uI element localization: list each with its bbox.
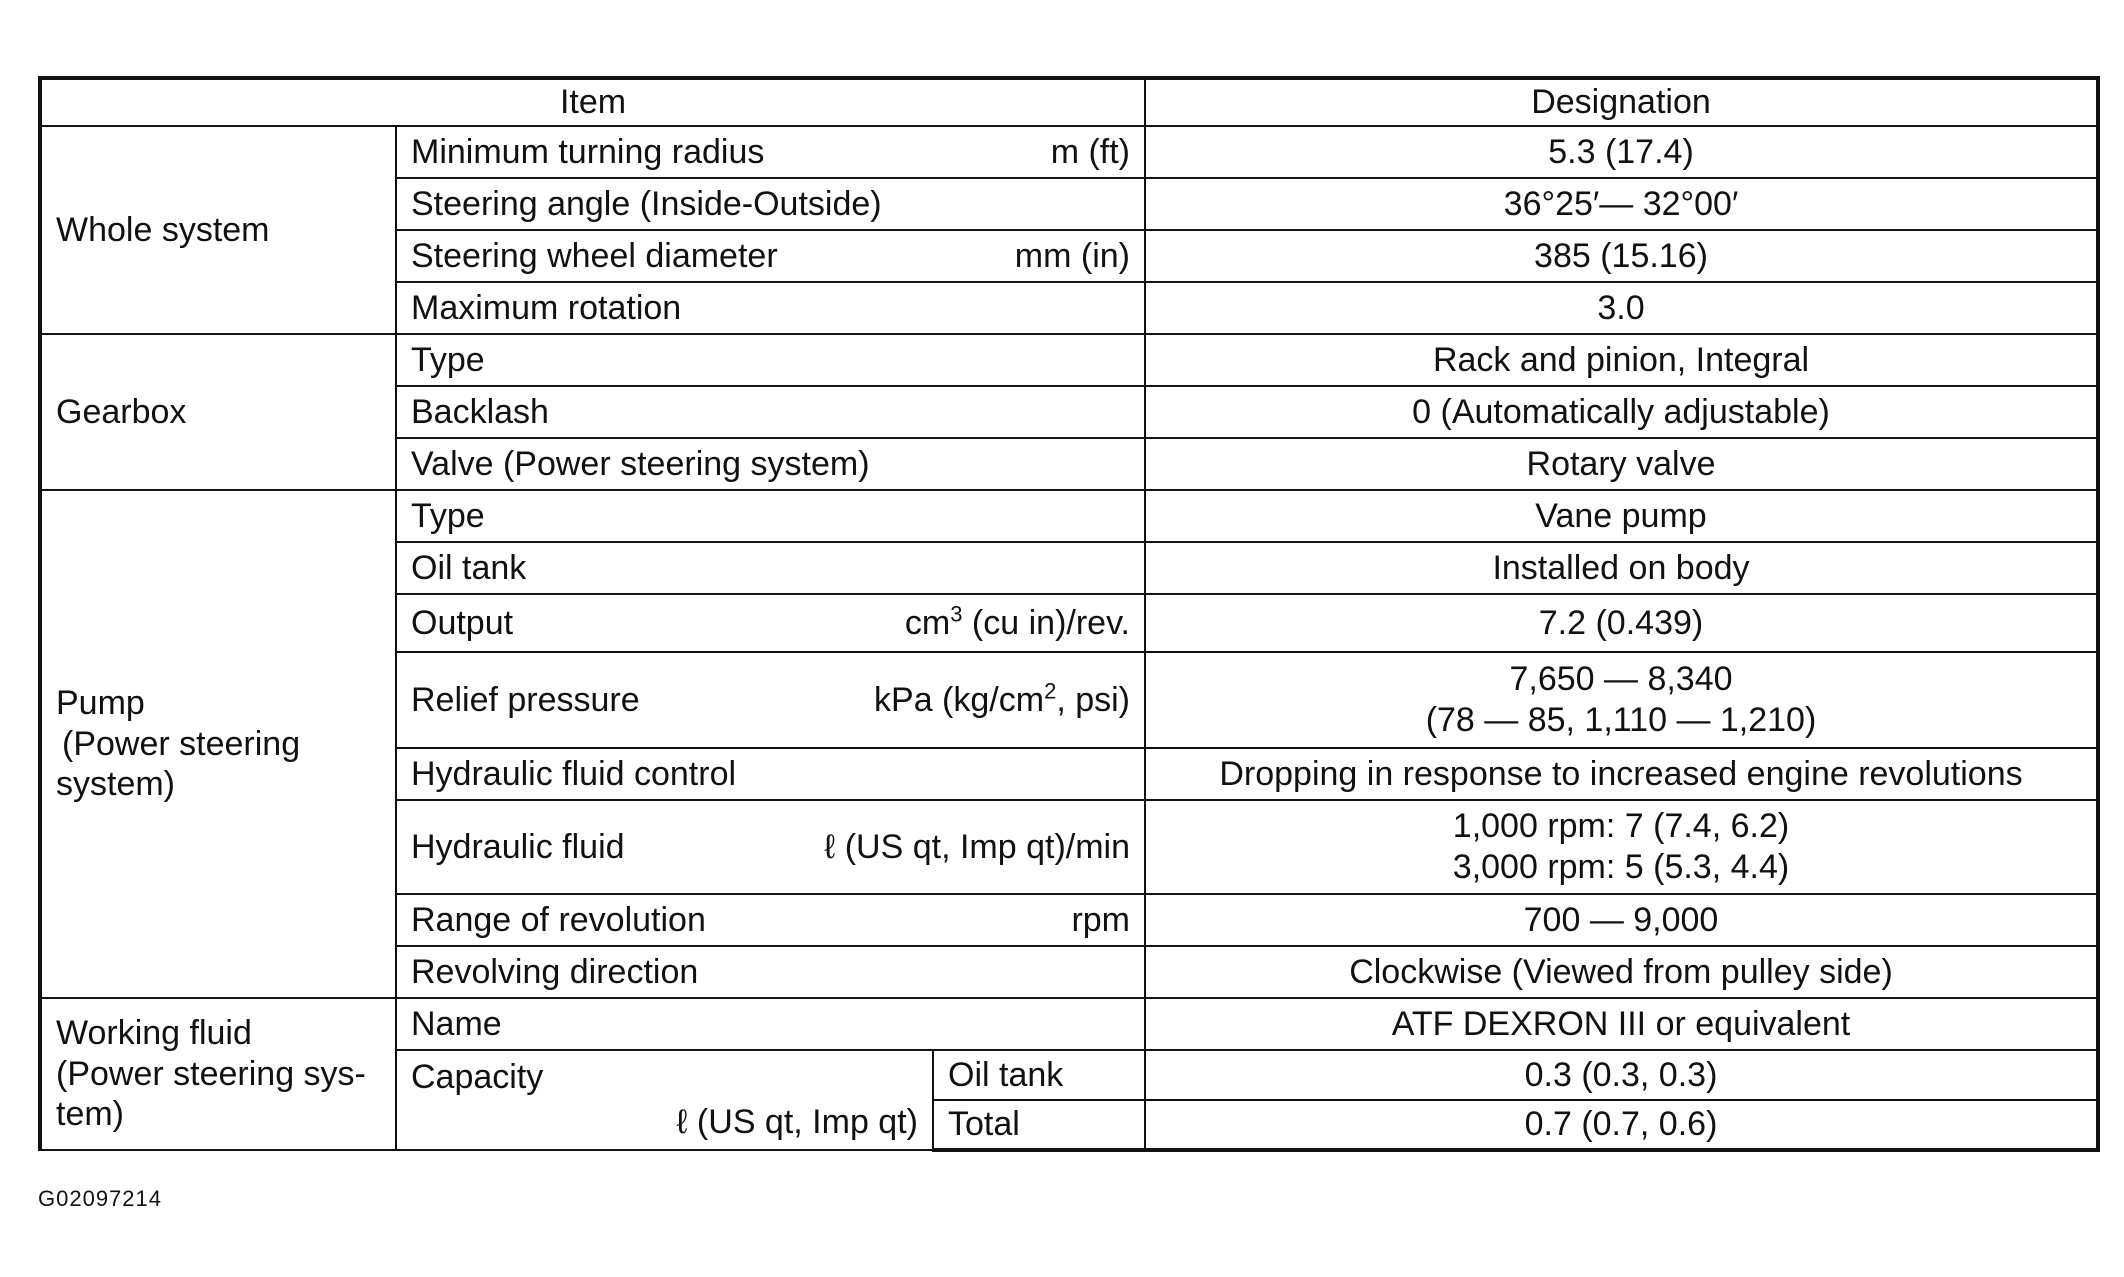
table-row bbox=[40, 490, 2098, 542]
item-unit: mm (in) bbox=[1014, 236, 1130, 275]
group-working-fluid-line: Working fluid bbox=[56, 1013, 252, 1052]
designation-value bbox=[1145, 800, 2098, 894]
designation-value: 36°25′— 32°00′ bbox=[1145, 178, 2098, 230]
item-label: Type bbox=[396, 334, 1145, 386]
group-pump-line: (Power steering bbox=[62, 724, 301, 763]
designation-value bbox=[1145, 652, 2098, 748]
item-cell bbox=[396, 594, 1145, 652]
item-label: Output bbox=[411, 603, 514, 642]
unit-superscript: 3 bbox=[950, 601, 963, 627]
group-working-fluid bbox=[40, 998, 396, 1150]
table-row bbox=[40, 334, 2098, 386]
designation-value: 5.3 (17.4) bbox=[1145, 126, 2098, 178]
unit-prefix: cm bbox=[904, 603, 951, 642]
item-label: Name bbox=[396, 998, 1145, 1050]
designation-value: 385 (15.16) bbox=[1145, 230, 2098, 282]
item-label: Steering wheel diameter bbox=[411, 236, 778, 275]
table-row bbox=[40, 126, 2098, 178]
item-unit bbox=[905, 603, 1130, 644]
designation-value: 0 (Automatically adjustable) bbox=[1145, 386, 2098, 438]
group-working-fluid-line: (Power steering sys- bbox=[56, 1054, 366, 1093]
value-line: 3,000 rpm: 5 (5.3, 4.4) bbox=[1452, 848, 1790, 886]
item-label: Relief pressure bbox=[411, 680, 640, 719]
unit-superscript: 2 bbox=[1044, 678, 1057, 704]
item-unit: m (ft) bbox=[1050, 132, 1130, 171]
item-cell bbox=[396, 230, 1145, 282]
item-label: Minimum turning radius bbox=[411, 132, 765, 171]
unit-suffix: (cu in)/rev. bbox=[962, 603, 1130, 642]
designation-value: Dropping in response to increased engine revolutions bbox=[1145, 748, 2098, 800]
item-label: Revolving direction bbox=[396, 946, 1145, 998]
sub-item-label: Total bbox=[933, 1100, 1145, 1150]
table-row bbox=[40, 998, 2098, 1050]
item-label: Hydraulic fluid control bbox=[396, 748, 1145, 800]
unit-prefix: kPa (kg/cm bbox=[874, 680, 1045, 719]
item-cell bbox=[396, 126, 1145, 178]
header-item: Item bbox=[40, 78, 1145, 126]
item-unit: ℓ (US qt, Imp qt) bbox=[676, 1103, 918, 1141]
designation-value: 0.7 (0.7, 0.6) bbox=[1145, 1100, 2098, 1150]
group-pump-line: Pump bbox=[56, 683, 145, 722]
item-label: Maximum rotation bbox=[396, 282, 1145, 334]
group-whole-system: Whole system bbox=[40, 126, 396, 334]
designation-value: Installed on body bbox=[1145, 542, 2098, 594]
sub-item-label: Oil tank bbox=[933, 1050, 1145, 1100]
designation-value: 7.2 (0.439) bbox=[1145, 594, 2098, 652]
item-unit: rpm bbox=[1071, 900, 1130, 939]
designation-value: ATF DEXRON III or equivalent bbox=[1145, 998, 2098, 1050]
item-unit bbox=[874, 680, 1130, 721]
item-unit: ℓ (US qt, Imp qt)/min bbox=[824, 827, 1130, 866]
header-row bbox=[40, 78, 2098, 126]
item-label: Steering angle (Inside-Outside) bbox=[396, 178, 1145, 230]
designation-value: Vane pump bbox=[1145, 490, 2098, 542]
item-label: Valve (Power steering system) bbox=[396, 438, 1145, 490]
value-line: 1,000 rpm: 7 (7.4, 6.2) bbox=[1452, 807, 1790, 846]
designation-value: 3.0 bbox=[1145, 282, 2098, 334]
item-label: Oil tank bbox=[396, 542, 1145, 594]
group-pump bbox=[40, 490, 396, 998]
value-line: (78 — 85, 1,110 — 1,210) bbox=[1425, 701, 1817, 739]
item-label: Hydraulic fluid bbox=[411, 827, 625, 866]
designation-value: Rotary valve bbox=[1145, 438, 2098, 490]
item-label: Range of revolution bbox=[411, 900, 706, 939]
designation-value: 700 — 9,000 bbox=[1145, 894, 2098, 946]
item-label: Capacity bbox=[411, 1058, 544, 1097]
value-line: 7,650 — 8,340 bbox=[1509, 660, 1733, 699]
item-cell bbox=[396, 800, 1145, 894]
designation-value: Rack and pinion, Integral bbox=[1145, 334, 2098, 386]
unit-suffix: , psi) bbox=[1056, 680, 1130, 719]
group-gearbox: Gearbox bbox=[40, 334, 396, 490]
header-designation: Designation bbox=[1145, 78, 2098, 126]
item-cell bbox=[396, 652, 1145, 748]
group-working-fluid-line: tem) bbox=[56, 1095, 124, 1134]
group-pump-line: system) bbox=[56, 765, 175, 804]
item-label: Backlash bbox=[396, 386, 1145, 438]
item-cell bbox=[396, 894, 1145, 946]
item-cell bbox=[396, 1050, 933, 1150]
item-label: Type bbox=[396, 490, 1145, 542]
designation-value: Clockwise (Viewed from pulley side) bbox=[1145, 946, 2098, 998]
document-id: G02097214 bbox=[38, 1186, 162, 1211]
specification-table bbox=[38, 76, 2100, 1152]
designation-value: 0.3 (0.3, 0.3) bbox=[1145, 1050, 2098, 1100]
